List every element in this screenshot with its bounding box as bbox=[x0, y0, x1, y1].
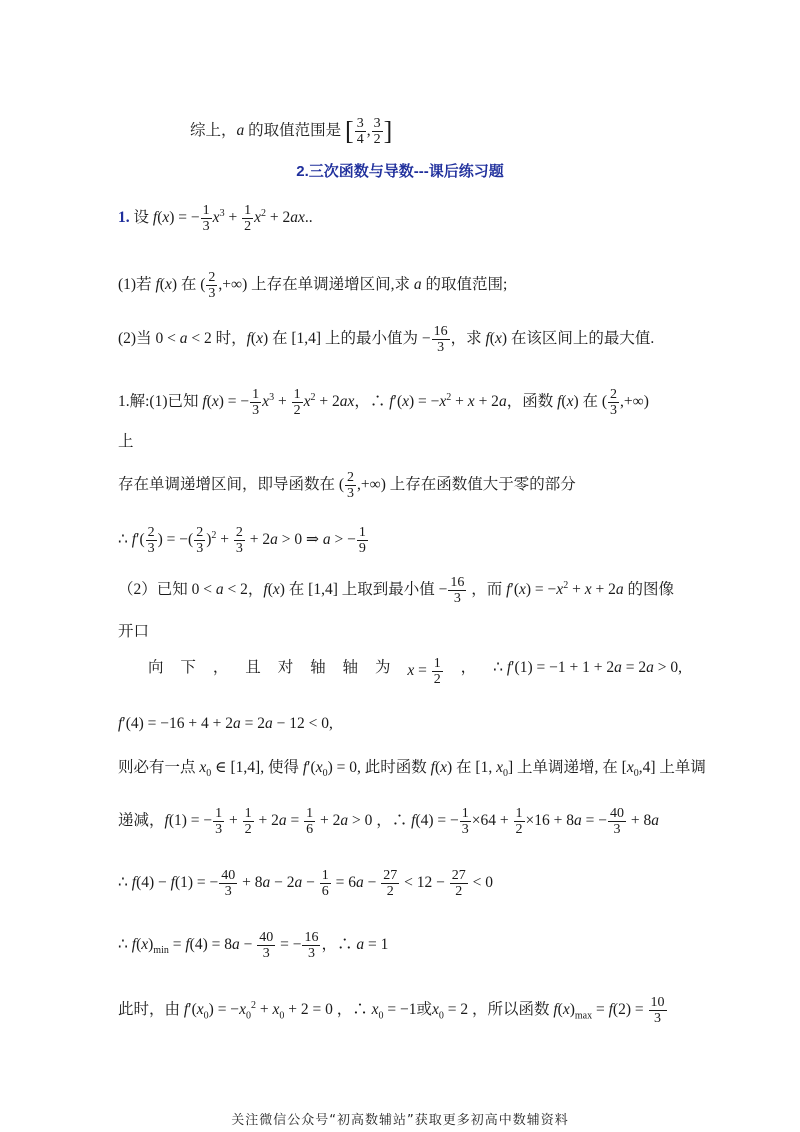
solution-line-11: 此时，由 $f'(x_0) = -x_0^2 + x_0 + 2 = 0$ ，∴ $x_0 = -1$或$x_0 = 2$ ，所以函数 $f(x)_{max} = f(2)$ = $\frac{10}{3}$ bbox=[118, 995, 665, 1027]
solution-line-7: 则必有一点 $x_0$ ∈ [1,4], 使得 $f'(x_0) = 0$, 此时函数 f(x) 在 [1, $x_0$] 上单调递增, 在 $[x_0,4]$ 上单调 bbox=[118, 759, 706, 780]
summary-line: 综上，a 的取值范围是 [ $\frac{3}{4}$ , $\frac{3}{2}$ ] bbox=[190, 116, 393, 147]
summary-text: 综上，a 的取值范围是 bbox=[190, 122, 342, 140]
solution-line-1: 1.解:(1)已知 f(x) = − $\frac{1}{3}$ $x^3$ + $\frac{1}{2}$ $x^2 + 2ax$，∴ $f'(x) = -x^2 + x + 2a$，函数 f(x) 在 ( $\frac{2}{3}$ ,+∞) bbox=[118, 387, 649, 419]
page-footer: 关注微信公众号“初高数辅站”获取更多初高中数辅资料 bbox=[231, 1113, 569, 1128]
solution-line-6: f′(4) = −16 + 4 + 2a = 2a − 12 < 0, bbox=[118, 715, 333, 732]
solution-line-3: ∴ f′( $\frac{2}{3}$ ) = −( $\frac{2}{3}$ )$^2$ + $\frac{2}{3}$ + 2a > 0 ⇒ a > − $\frac{1}{9}$ bbox=[118, 525, 366, 557]
solution-line-9: ∴ f(4) − f(1) = − $\frac{40}{3}$ + 8a − 2a − $\frac{1}{6}$ = 6a − $\frac{27}{2}$ < 12 − $\frac{27}{2}$ < 0 bbox=[118, 868, 493, 899]
solution-line-2: 存在单调递增区间，即导函数在 ( $\frac{2}{3}$ ,+∞) 上存在函数值大于零的部分 bbox=[118, 470, 576, 501]
solution-line-1b: 上 bbox=[118, 433, 134, 450]
problem-number: 1. bbox=[118, 209, 130, 227]
problem-statement: 1. 设 f(x) = − $\frac{1}{3}$ $x^3$ + $\frac{1}{2}$ $x^2 + 2ax$.. bbox=[118, 203, 313, 235]
solution-line-10: ∴ $f(x)_{min} = f(4) = 8a$ − $\frac{40}{3}$ = − $\frac{16}{3}$ ，∴ a = 1 bbox=[118, 930, 389, 961]
solution-line-8: 递减，f(1) = − $\frac{1}{3}$ + $\frac{1}{2}$ + 2a = $\frac{1}{6}$ + 2a > 0 ，∴ f(4) = − $\frac{1}{3}$ ×64 + $\frac{1}{2}$ ×16 + 8a = − $\frac{40}{3}$ + 8a bbox=[118, 806, 659, 837]
solution-line-5: 向 下 ， 且 对 轴 轴 为 x = $\frac{1}{2}$ ， ∴ f′(1) = −1 + 1 + 2a = 2a > 0, bbox=[148, 656, 682, 687]
section-title: 2.三次函数与导数---课后练习题 bbox=[296, 163, 504, 180]
problem-part2: (2)当 0 < a < 2 时，f(x) 在 [1,4] 上的最小值为 − $\frac{16}{3}$ ，求 f(x) 在该区间上的最大值. bbox=[118, 324, 655, 355]
solution-line-4b: 开口 bbox=[118, 623, 150, 640]
problem-part1: (1)若 f(x) 在 ( $\frac{2}{3}$ ,+∞) 上存在单调递增区间,求 a 的取值范围; bbox=[118, 270, 508, 301]
solution-line-4: （2）已知 0 < a < 2，f(x) 在 [1,4] 上取到最小值 − $\frac{16}{3}$ ，而 $f'(x) = -x^2 + x + 2a$ 的图像 bbox=[118, 575, 674, 607]
